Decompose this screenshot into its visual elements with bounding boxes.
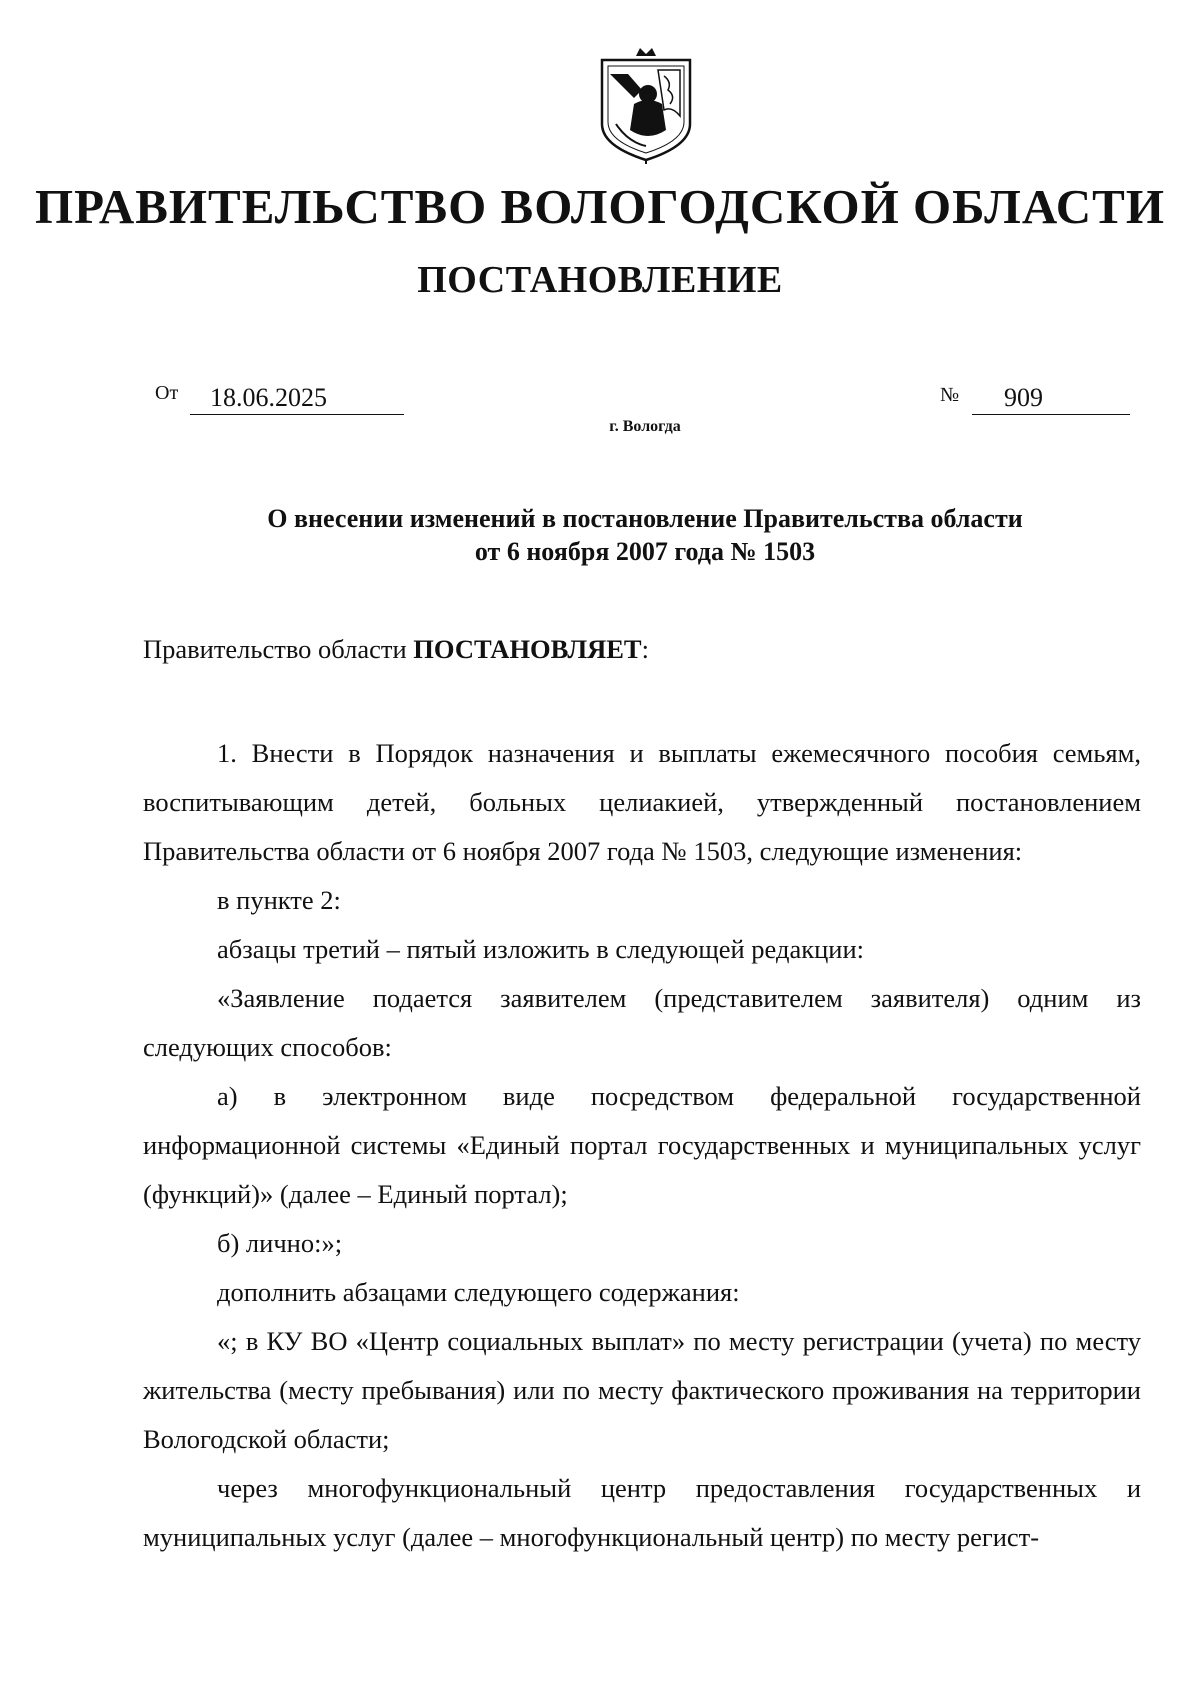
- body-paragraph: б) лично:»;: [217, 1228, 343, 1258]
- date-label: От: [155, 382, 179, 404]
- subject-line-2: от 6 ноября 2007 года № 1503: [474, 537, 816, 566]
- coat-of-arms-emblem: [598, 46, 694, 164]
- body-paragraph: а) в электронном виде посредством федеральной государственной информационной системы «Единый портал государственных и муниципальных услуг (функций)» (далее – Единый портал);: [143, 1081, 1141, 1209]
- document-body: [143, 729, 1141, 1562]
- body-paragraph: 1. Внести в Порядок назначения и выплаты ежемесячного пособия семьям, воспитывающим детей, больных целиакией, утвержденный постановлением Правительства области от 6 ноября 2007 года № 1503, следующие изменения:: [143, 738, 1141, 866]
- date-field: [190, 382, 404, 415]
- document-type: ПОСТАНОВЛЕНИЕ: [417, 259, 783, 301]
- document-subject: [100, 502, 1190, 568]
- subject-line-1: О внесении изменений в постановление Правительства области: [267, 504, 1023, 533]
- body-paragraph: «; в КУ ВО «Центр социальных выплат» по месту регистрации (учета) по месту жительства (месту пребывания) или по месту фактического проживания на территории Вологодской области;: [143, 1326, 1141, 1454]
- body-paragraph: дополнить абзацами следующего содержания:: [217, 1277, 740, 1307]
- organization-title: ПРАВИТЕЛЬСТВО ВОЛОГОДСКОЙ ОБЛАСТИ: [35, 179, 1165, 234]
- body-paragraph: в пункте 2:: [217, 885, 341, 915]
- city-label: г. Вологда: [609, 418, 681, 435]
- number-label: №: [940, 384, 960, 406]
- decree-lead: Правительство области: [143, 634, 414, 664]
- number-value: 909: [1004, 383, 1043, 412]
- body-paragraph: абзацы третий – пятый изложить в следующей редакции:: [217, 934, 864, 964]
- decree-colon: :: [641, 634, 649, 664]
- decree-statement: [143, 625, 1141, 674]
- decree-verb: ПОСТАНОВЛЯЕТ: [413, 634, 642, 664]
- number-field: [972, 382, 1130, 415]
- date-value: 18.06.2025: [210, 383, 327, 412]
- body-paragraph: «Заявление подается заявителем (представителем заявителя) одним из следующих способов:: [143, 983, 1141, 1062]
- body-paragraph: через многофункциональный центр предоставления государственных и муниципальных услуг (далее – многофункциональный центр) по месту регист-: [143, 1473, 1141, 1552]
